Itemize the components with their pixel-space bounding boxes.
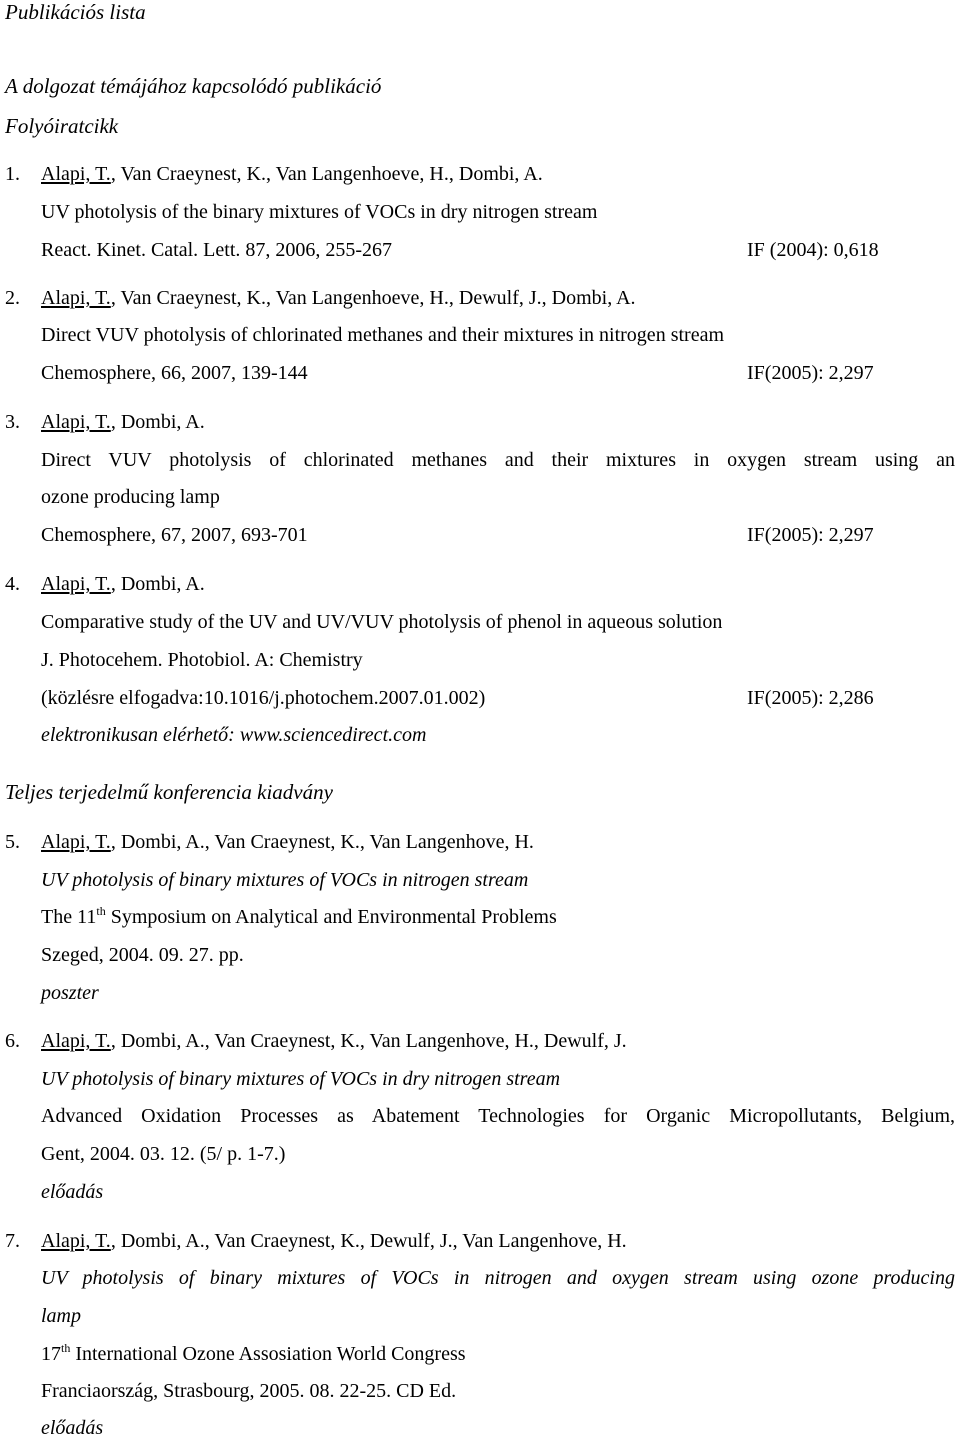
pub-7-type: előadás bbox=[41, 1417, 104, 1439]
pub-3-title-line-2: ozone producing lamp bbox=[41, 486, 220, 508]
pub-2-number: 2. bbox=[5, 287, 20, 309]
pub-7-event-pre: 17 bbox=[41, 1343, 61, 1365]
pub-5-event bbox=[41, 904, 557, 928]
conference-heading: Teljes terjedelmű konferencia kiadvány bbox=[5, 780, 333, 804]
pub-7-title-line-2: lamp bbox=[41, 1305, 81, 1327]
pub-5-event-pre: The 11 bbox=[41, 906, 97, 928]
pub-7-event bbox=[41, 1341, 466, 1365]
pub-1-authors bbox=[41, 164, 543, 184]
pub-2-coauthors: , Van Craeynest, K., Van Langenhoeve, H., Dewulf, J., Dombi, A. bbox=[110, 287, 636, 309]
pub-1-title: UV photolysis of the binary mixtures of VOCs in dry nitrogen stream bbox=[41, 201, 598, 223]
pub-5-authors bbox=[41, 832, 534, 852]
pub-3-authors bbox=[41, 412, 205, 432]
pub-5-number: 5. bbox=[5, 831, 20, 853]
pub-4-main-author: Alapi, T. bbox=[41, 573, 111, 595]
pub-4-impact-factor: IF(2005): 2,286 bbox=[747, 687, 874, 709]
pub-6-title: UV photolysis of binary mixtures of VOCs in dry nitrogen stream bbox=[41, 1068, 561, 1090]
pub-1-number: 1. bbox=[5, 163, 20, 185]
pub-6-coauthors: , Dombi, A., Van Craeynest, K., Van Langenhove, H., Dewulf, J. bbox=[110, 1030, 627, 1052]
pub-5-coauthors: , Dombi, A., Van Craeynest, K., Van Langenhove, H. bbox=[110, 831, 534, 853]
pub-6-event: Advanced Oxidation Processes as Abatement Technologies for Organic Micropollutants, Belgium, bbox=[41, 1105, 955, 1127]
pub-4-journal: J. Photocehem. Photobiol. A: Chemistry bbox=[41, 649, 363, 671]
pub-4-online-link[interactable]: www.sciencedirect.com bbox=[239, 724, 427, 746]
pub-5-type: poszter bbox=[41, 982, 99, 1004]
pub-2-journal: Chemosphere, 66, 2007, 139-144 bbox=[41, 362, 308, 384]
pub-2-title: Direct VUV photolysis of chlorinated methanes and their mixtures in nitrogen stream bbox=[41, 324, 724, 346]
pub-7-number: 7. bbox=[5, 1230, 20, 1252]
pub-6-type: előadás bbox=[41, 1181, 104, 1203]
pub-3-title-line-1: Direct VUV photolysis of chlorinated methanes and their mixtures in oxygen stream using an bbox=[41, 449, 955, 471]
pub-3-coauthors: , Dombi, A. bbox=[110, 411, 205, 433]
pub-5-place: Szeged, 2004. 09. 27. pp. bbox=[41, 944, 244, 966]
pub-4-online bbox=[41, 725, 426, 745]
pub-1-coauthors: , Van Craeynest, K., Van Langenhoeve, H., Dombi, A. bbox=[110, 163, 543, 185]
pub-4-number: 4. bbox=[5, 573, 20, 595]
pub-3-main-author: Alapi, T. bbox=[41, 411, 111, 433]
pub-7-event-sup: th bbox=[61, 1341, 71, 1355]
pub-3-number: 3. bbox=[5, 411, 20, 433]
pub-2-main-author: Alapi, T. bbox=[41, 287, 111, 309]
pub-7-main-author: Alapi, T. bbox=[41, 1230, 111, 1252]
pub-6-place: Gent, 2004. 03. 12. (5/ p. 1-7.) bbox=[41, 1143, 286, 1165]
section-title: A dolgozat témájához kapcsolódó publikáció bbox=[5, 74, 382, 98]
pub-4-title: Comparative study of the UV and UV/VUV photolysis of phenol in aqueous solution bbox=[41, 611, 723, 633]
pub-1-main-author: Alapi, T. bbox=[41, 163, 111, 185]
pub-7-event-post: International Ozone Assosiation World Congress bbox=[70, 1343, 466, 1365]
page-title: Publikációs lista bbox=[5, 0, 146, 24]
pub-3-impact-factor: IF(2005): 2,297 bbox=[747, 524, 874, 546]
pub-6-authors bbox=[41, 1031, 627, 1051]
pub-7-authors bbox=[41, 1231, 627, 1251]
pub-1-journal: React. Kinet. Catal. Lett. 87, 2006, 255-267 bbox=[41, 239, 393, 261]
pub-7-place: Franciaország, Strasbourg, 2005. 08. 22-25. CD Ed. bbox=[41, 1380, 457, 1402]
pub-6-main-author: Alapi, T. bbox=[41, 1030, 111, 1052]
pub-5-event-sup: th bbox=[96, 904, 106, 918]
pub-3-journal: Chemosphere, 67, 2007, 693-701 bbox=[41, 524, 308, 546]
pub-5-event-post: Symposium on Analytical and Environmental Problems bbox=[105, 906, 557, 928]
pub-4-authors bbox=[41, 574, 205, 594]
pub-4-doi: (közlésre elfogadva:10.1016/j.photochem.2007.01.002) bbox=[41, 687, 486, 709]
pub-2-authors bbox=[41, 288, 636, 308]
pub-5-main-author: Alapi, T. bbox=[41, 831, 111, 853]
pub-1-impact-factor: IF (2004): 0,618 bbox=[747, 239, 879, 261]
pub-2-impact-factor: IF(2005): 2,297 bbox=[747, 362, 874, 384]
pub-4-coauthors: , Dombi, A. bbox=[110, 573, 205, 595]
pub-7-title-line-1: UV photolysis of binary mixtures of VOCs in nitrogen and oxygen stream using ozone producing bbox=[41, 1267, 955, 1289]
pub-7-coauthors: , Dombi, A., Van Craeynest, K., Dewulf, J., Van Langenhove, H. bbox=[110, 1230, 627, 1252]
pub-6-number: 6. bbox=[5, 1030, 20, 1052]
pub-5-title: UV photolysis of binary mixtures of VOCs in nitrogen stream bbox=[41, 869, 529, 891]
journal-heading: Folyóiratcikk bbox=[5, 114, 119, 138]
pub-4-online-label: elektronikusan elérhető: bbox=[41, 724, 240, 746]
